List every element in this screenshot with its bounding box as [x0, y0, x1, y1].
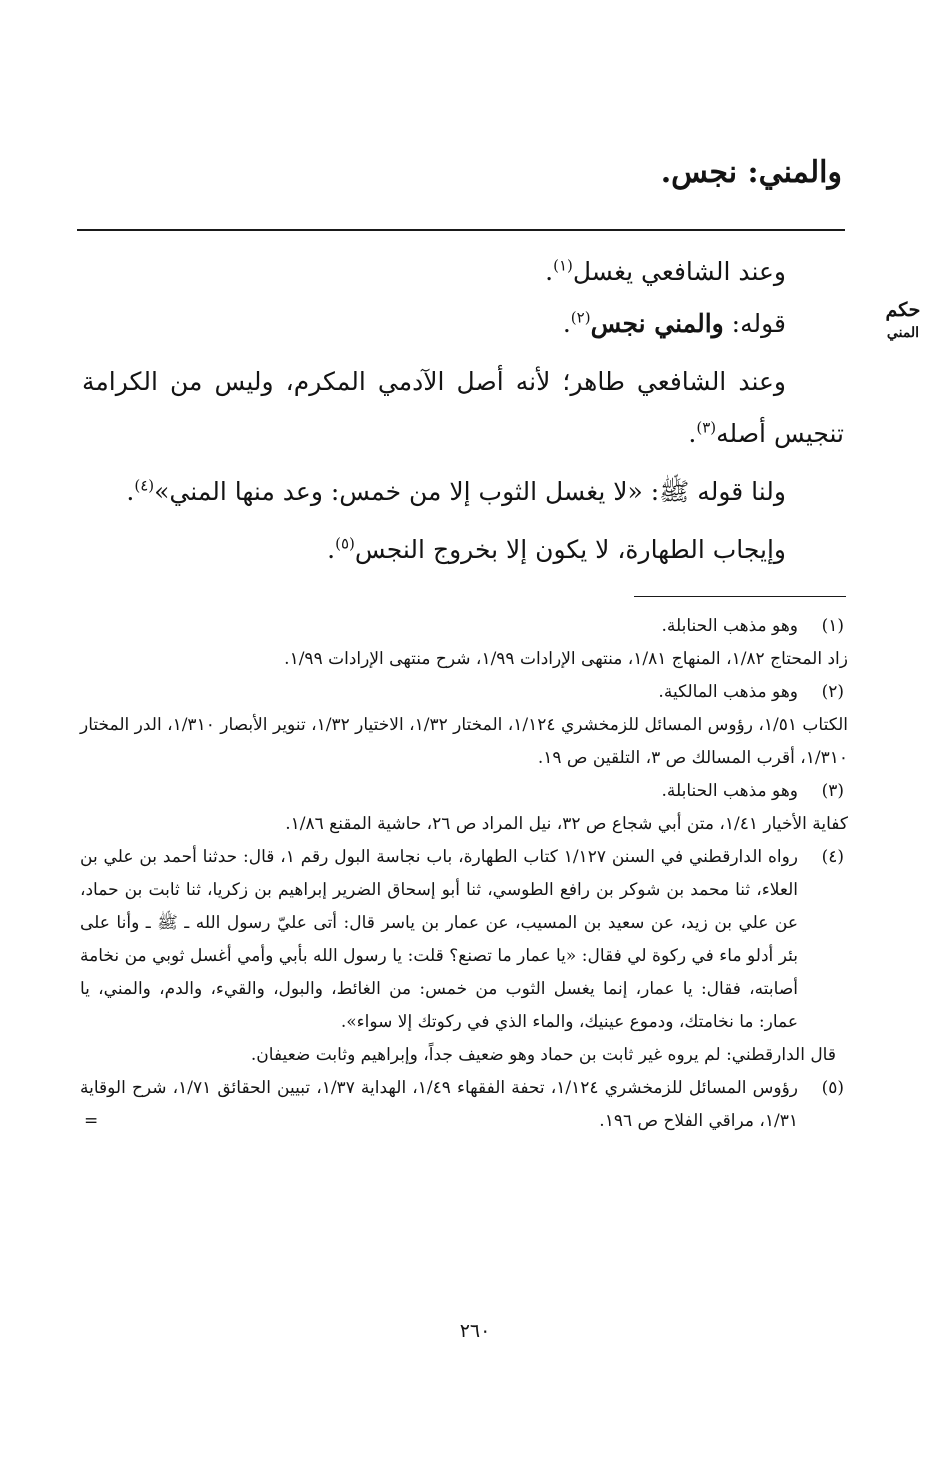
continuation-mark: = — [84, 1111, 99, 1131]
footnote-references: الكتاب ١/٥١، رؤوس المسائل للزمخشري ١/١٢٤، المختار ١/٣٢، الاختيار ١/٣٢، تنوير الأبصار ١/٣١٠، الدر المختار ١/٣١٠، أقرب المسالك ص ٣، التلقين ص ١٩. — [80, 715, 848, 768]
paragraph-text: وإيجاب الطهارة، لا يكون إلا بخروج النجس — [354, 535, 786, 564]
footnote-number: (٤) — [821, 847, 844, 867]
paragraph-end: . — [545, 257, 554, 286]
footnote-1 — [80, 610, 848, 676]
commentary-paragraph-4 — [82, 466, 844, 518]
paragraph-text: ولنا قوله ﷺ: «لا يغسل الثوب إلا من خمس: وعد منها المني» — [154, 477, 786, 506]
footnote-ref: (٤) — [134, 476, 155, 495]
footnote-ref: (٥) — [335, 534, 355, 553]
footnote-text: رؤوس المسائل للزمخشري ١/١٢٤، تحفة الفقهاء ١/٤٩، الهداية ١/٣٧، تبيين الحقائق ١/٧١، شرح الوقاية ١/٣١، مراقي الفلاح ص ١٩٦. — [80, 1078, 798, 1131]
paragraph-prefix: قوله: — [723, 309, 786, 338]
commentary-paragraph-3 — [82, 356, 844, 460]
commentary-paragraph-2 — [82, 298, 844, 350]
footnote-ref: (٢) — [570, 308, 591, 327]
footnote-text: وهو مذهب المالكية. — [658, 682, 798, 702]
footnote-2 — [80, 676, 848, 775]
footnote-number: (٣) — [821, 781, 844, 801]
footnote-4 — [80, 841, 848, 1072]
footnote-separator — [634, 596, 846, 597]
quoted-matn: والمني نجس — [590, 309, 724, 338]
footnote-comment: قال الدارقطني: لم يروه غير ثابت بن حماد وهو ضعيف جداً، وإبراهيم وثابت ضعيفان. — [250, 1045, 836, 1065]
commentary-paragraph-5 — [82, 524, 844, 576]
paragraph-end: . — [126, 477, 135, 506]
footnote-text: رواه الدارقطني في السنن ١/١٢٧ كتاب الطهارة، باب نجاسة البول رقم ١، قال: حدثنا أحمد بن علي بن العلاء، ثنا محمد بن شوكر بن رافع الطوسي، ثنا أبو إسحاق الضرير إبراهيم بن زكريا، ثنا ثابت بن حماد، عن علي بن زيد، عن سعيد بن المسيب، عن عمار بن ياسر قال: أتى عليّ رسول الله ـ ﷺ ـ وأنا على بئر أدلو ماء في ركوة لي فقال: «يا عمار ما تصنع؟ قلت: يا رسول الله بأبي وأمي أغسل ثوبي من نخامة أصابته، فقال: يا عمار، إنما يغسل الثوب من خمس: من الغائط، والبول، والقيء، والدم، والمني، يا عمار: ما نخامتك، ودموع عينيك، والماء الذي في ركوتك إلا سواء». — [80, 847, 798, 1032]
matn-heading: والمني: نجس. — [660, 155, 842, 190]
commentary — [82, 246, 844, 576]
footnote-number: (٥) — [821, 1078, 844, 1098]
paragraph-text: وعند الشافعي يغسل — [572, 257, 786, 286]
footnote-number: (٢) — [821, 682, 844, 702]
margin-note — [870, 298, 936, 343]
footnote-3 — [80, 775, 848, 841]
paragraph-end: . — [562, 309, 571, 338]
footnote-number: (١) — [821, 616, 844, 636]
paragraph-end: . — [327, 535, 336, 564]
paragraph-text: وعند الشافعي طاهر؛ لأنه أصل الآدمي المكرم، وليس من الكرامة تنجيس أصله — [82, 367, 844, 448]
footnote-text: وهو مذهب الحنابلة. — [661, 781, 798, 801]
footnote-ref: (٣) — [696, 418, 717, 437]
page-number: ٢٦٠ — [459, 1320, 491, 1342]
margin-note-line2: المني — [886, 324, 920, 341]
footnote-references: زاد المحتاج ١/٨٢، المنهاج ١/٨١، منتهى الإرادات ١/٩٩، شرح منتهى الإرادات ١/٩٩. — [284, 649, 848, 669]
header-rule — [77, 229, 845, 231]
footnotes — [80, 610, 848, 1138]
margin-note-line1: حكم — [885, 299, 921, 321]
commentary-paragraph-1 — [82, 246, 844, 298]
footnote-text: وهو مذهب الحنابلة. — [661, 616, 798, 636]
footnote-5 — [80, 1072, 848, 1138]
paragraph-end: . — [688, 419, 697, 448]
footnote-ref: (١) — [553, 256, 573, 275]
footnote-references: كفاية الأخيار ١/٤١، متن أبي شجاع ص ٣٢، نيل المراد ص ٢٦، حاشية المقنع ١/٨٦. — [285, 814, 848, 834]
